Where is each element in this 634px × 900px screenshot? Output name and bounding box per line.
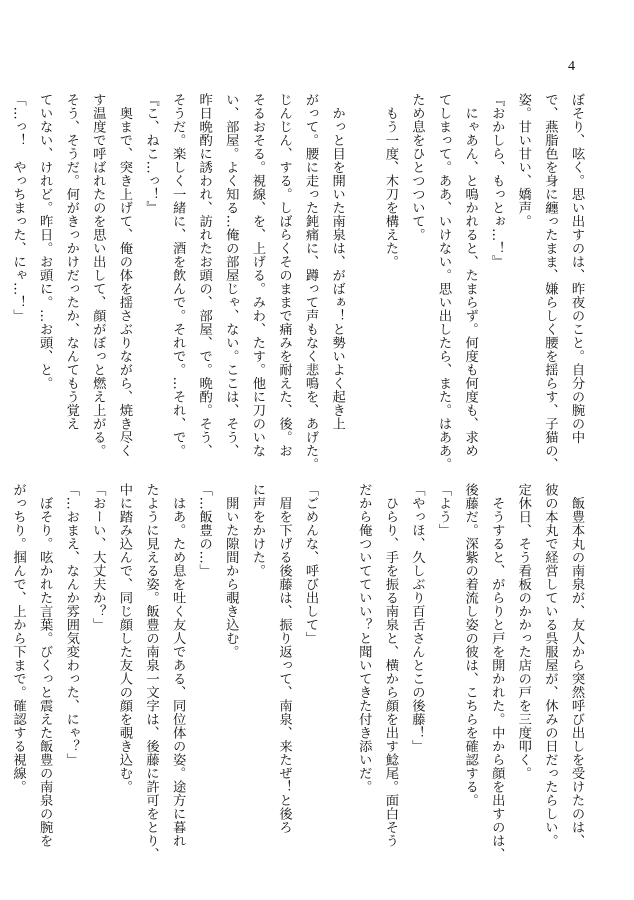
text-column: はあ。ため息を吐く友人である、同位体の姿。途方に暮れ [170, 483, 186, 848]
text-column: 中に踏み込んで、同じ顔した友人の顔を覗き込む。 [116, 483, 132, 794]
text-column: 「ごめんな、呼び出して」 [303, 483, 319, 645]
text-column: たように見える姿。飯豊の南泉一文字は、後藤に許可をとり、 [143, 483, 159, 861]
text-column: 『おかしら、もっとぉ…！』 [489, 93, 505, 269]
text-column: 眉を下げる後藤は、振り返って、南泉、来たぜ！と後ろ [276, 483, 292, 834]
text-column: てしまって。ああ、いけない。思い出したら、また。はああ。 [436, 93, 452, 471]
text-column: ため息をひとつついて。 [409, 93, 425, 242]
text-column: そうすると、がらりと戸を開かれた。中から顔を出すのは、 [489, 483, 505, 861]
text-column: に声をかけた。 [249, 483, 265, 578]
text-column: もう一度、木刀を構えた。 [382, 93, 398, 269]
text-column: にゃあん、と鳴かれると、たまらず。何度も何度も、求め [462, 93, 478, 458]
text-column: 姿。甘い甘い、嬌声。 [515, 93, 531, 228]
text-column: 『こ、ねこ…っ！』 [143, 93, 159, 215]
text-column: 飯豊本丸の南泉が、友人から突然呼び出しを受けたのは、 [569, 483, 584, 848]
text-column: す温度で呼ばれたのを思い出して、顔がぼっと燃え上がる。 [90, 93, 106, 458]
text-column: ひらり、手を振る南泉と、横から顔を出す鯰尾。面白そう [382, 483, 398, 848]
text-column: で、燕脂色を身に纏ったまま、嫌らしく腰を揺らす、子猫の、 [542, 93, 558, 471]
text-column: 定休日、そう看板のかかった店の戸を三度叩く。 [515, 483, 531, 780]
text-column: 「よう」 [436, 483, 452, 537]
upper-text-block [0, 93, 584, 471]
text-column: 「やっほ、久しぶり百舌さんとこの後藤！」 [409, 483, 425, 753]
text-column: だから俺ついてていい？と聞いてきた付き添いだ。 [356, 483, 372, 794]
text-column: じんじん、する。しばらくそのままで痛みを耐えた、後。お [276, 93, 292, 458]
text-column: そるおそる。視線、を、上げる。みわ、たす。他に刀のいな [249, 93, 265, 458]
text-column: ていない、けれど。昨日。お頭に。…お頭、と。 [37, 93, 53, 390]
text-column: がっちり。掴んで、上から下まで。確認する視線。 [10, 483, 26, 794]
text-column: そう、そうだ。何がきっかけだったか、なんてもう覚え [63, 93, 79, 431]
text-column: い、部屋。よく知る…俺の部屋じゃ、ない。ここは、そう、 [223, 93, 239, 458]
text-column: そうだ。楽しく一緒に、酒を飲んで。それで。…それ、で。 [170, 93, 186, 458]
text-column: 昨日晩酌に誘われ、訪れたお頭の、部屋、で。晩酌。そう、 [196, 93, 212, 458]
text-column: ぼそり、呟く。思い出すのは、昨夜のこと。自分の腕の中 [569, 93, 584, 444]
text-column: 奥まで、突き上げて、俺の体を揺さぶりながら、焼き尽く [116, 93, 132, 458]
text-column: 「…飯豊の…」 [196, 483, 212, 578]
text-column: 「おーい、大丈夫か？」 [90, 483, 106, 632]
text-column: がって。腰に走った鈍痛に、蹲って声もなく悲鳴を、あげた。 [303, 93, 319, 471]
text-column: 彼の本丸で経営している呉服屋が、休みの日だったらしい。 [542, 483, 558, 848]
text-column: 「…おまえ、なんか雰囲気変わった、にゃ？」 [63, 483, 79, 767]
text-column: ぼそり。呟かれた言葉。びくっと震えた飯豊の南泉の腕を [37, 483, 53, 848]
text-column: 後藤だ。深紫の着流し姿の彼は、こちらを確認する。 [462, 483, 478, 807]
page-number: 4 [568, 59, 575, 74]
text-column: 開いた隙間から覗き込む。 [223, 483, 239, 659]
text-column: 「…っ！ やっちまった、にゃ…！」 [10, 93, 26, 323]
text-column: かっと目を開いた南泉は、がばぁ！と勢いよく起き上 [329, 93, 345, 431]
lower-text-block [0, 483, 584, 861]
